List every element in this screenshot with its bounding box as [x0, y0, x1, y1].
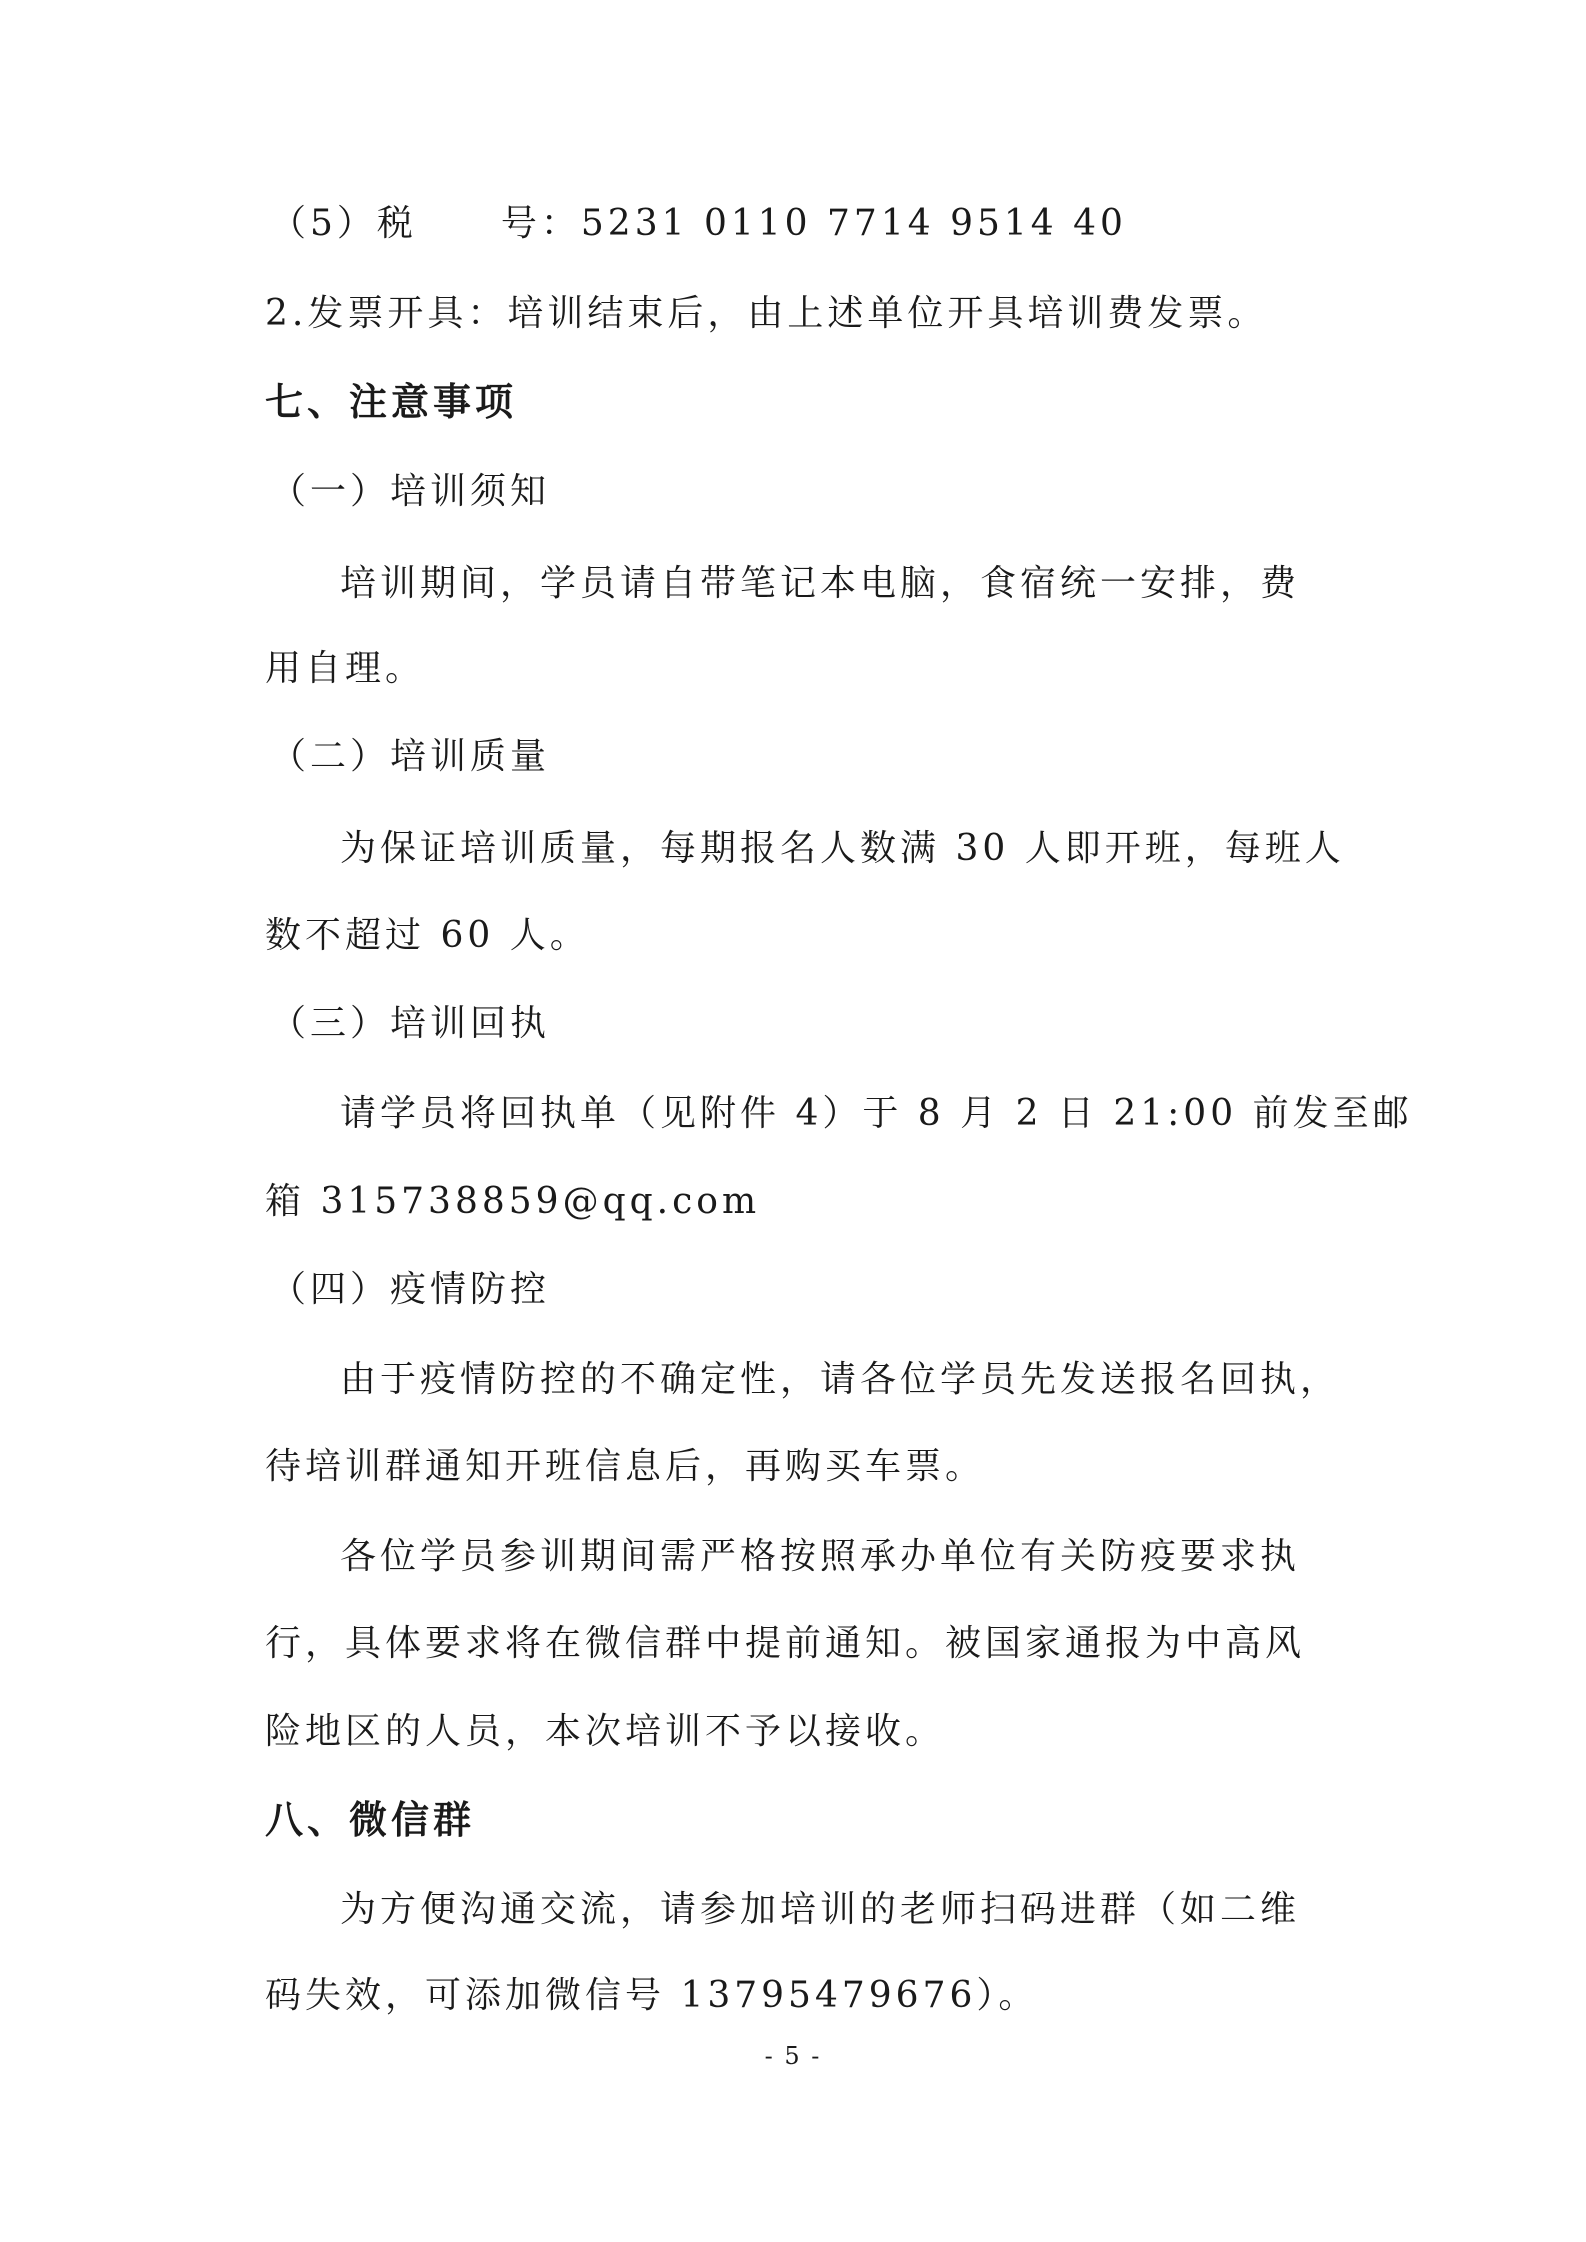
tax-value: 号：5231 0110 7714 9514 40: [500, 203, 1127, 244]
sub-1-paragraph-line-1: 培训期间，学员请自带笔记本电脑，食宿统一安排，费: [340, 563, 1301, 604]
sub-3-paragraph-line-1: 请学员将回执单（见附件 4）于 8 月 2 日 21:00 前发至邮: [340, 1093, 1413, 1134]
tax-number-line: [270, 200, 1127, 248]
sub-4-paragraph-2-line-2: 行，具体要求将在微信群中提前通知。被国家通报为中高风: [265, 1623, 1306, 1664]
section-8-paragraph-line-2: 码失效，可添加微信号 13795479676）。: [265, 1975, 1039, 2016]
sub-4-paragraph-1-line-2: 待培训群通知开班信息后，再购买车票。: [265, 1446, 986, 1487]
sub-4-paragraph-1-line-1: 由于疫情防控的不确定性，请各位学员先发送报名回执，: [340, 1359, 1341, 1400]
sub-1-title: （一）培训须知: [270, 471, 551, 512]
tax-label: （5）税: [270, 203, 417, 244]
section-8-paragraph-line-1: 为方便沟通交流，请参加培训的老师扫码进群（如二维: [340, 1889, 1301, 1930]
sub-3-paragraph-line-2: 箱 315738859@qq.com: [265, 1181, 761, 1222]
invoice-line: 2.发票开具：培训结束后，由上述单位开具培训费发票。: [265, 293, 1268, 334]
sub-2-title: （二）培训质量: [270, 736, 551, 777]
section-7-title: 七、注意事项: [265, 380, 518, 424]
section-8-title: 八、微信群: [265, 1798, 476, 1842]
sub-2-paragraph-line-2: 数不超过 60 人。: [265, 915, 590, 956]
sub-4-paragraph-2-line-3: 险地区的人员，本次培训不予以接收。: [265, 1711, 946, 1752]
sub-4-title: （四）疫情防控: [270, 1269, 551, 1310]
sub-4-paragraph-2-line-1: 各位学员参训期间需严格按照承办单位有关防疫要求执: [340, 1536, 1301, 1577]
sub-1-paragraph-line-2: 用自理。: [265, 648, 426, 689]
sub-2-paragraph-line-1: 为保证培训质量，每期报名人数满 30 人即开班，每班人: [340, 828, 1345, 869]
page-number: - 5 -: [764, 2042, 822, 2070]
sub-3-title: （三）培训回执: [270, 1003, 551, 1044]
